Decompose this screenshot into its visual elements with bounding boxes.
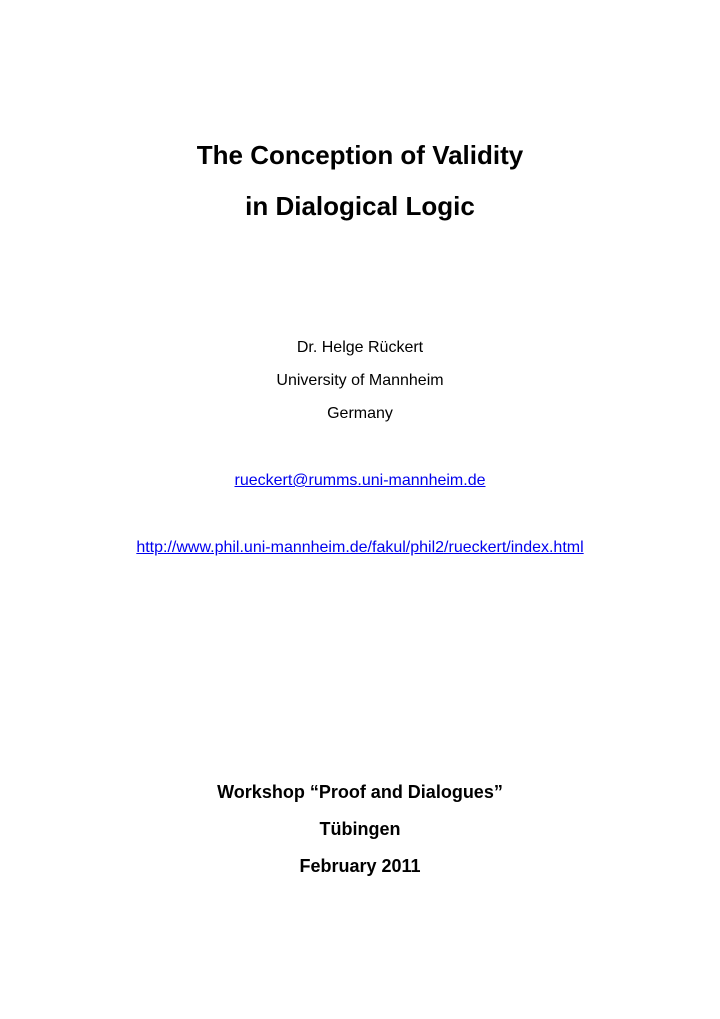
email-row: [0, 473, 720, 489]
workshop-place: Tübingen: [319, 819, 401, 839]
author-affiliation: University of Mannheim: [276, 372, 444, 389]
title-line-2: in Dialogical Logic: [245, 191, 475, 221]
workshop-date: February 2011: [299, 856, 421, 876]
author-country: Germany: [327, 405, 393, 422]
title-line-1: The Conception of Validity: [196, 140, 524, 170]
email-link[interactable]: rueckert@rumms.uni-mannheim.de: [234, 472, 486, 489]
author-name: Dr. Helge Rückert: [296, 339, 424, 356]
workshop-name: Workshop “Proof and Dialogues”: [217, 782, 503, 802]
homepage-link[interactable]: http://www.phil.uni-mannheim.de/fakul/phil2/rueckert/index.html: [136, 539, 584, 556]
url-row: [0, 540, 720, 556]
